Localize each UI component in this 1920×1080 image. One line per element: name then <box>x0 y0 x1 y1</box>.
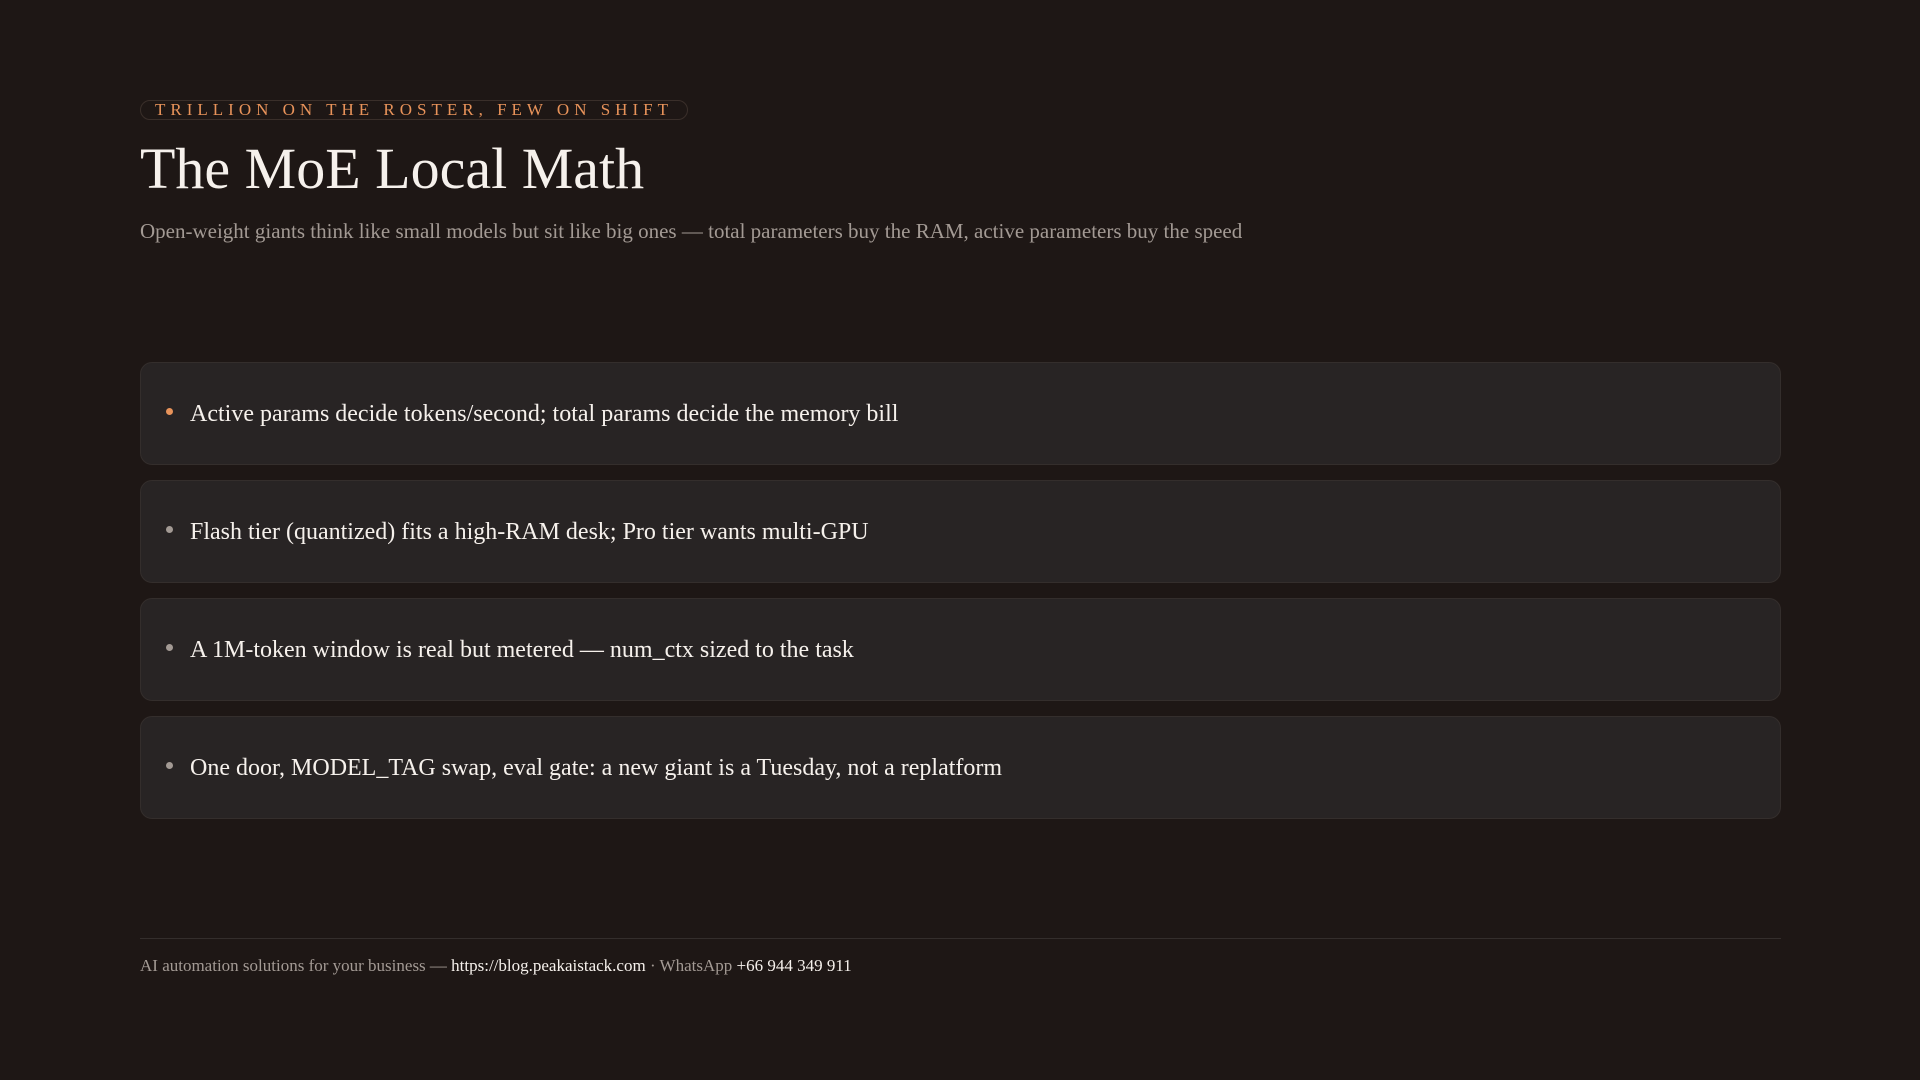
point-card-3 <box>140 598 1781 701</box>
point-card-4 <box>140 716 1781 819</box>
footer-separator: · WhatsApp <box>645 956 737 975</box>
bullet-dot-icon <box>166 762 173 769</box>
header <box>140 100 1781 246</box>
point-text: A 1M-token window is real but metered — num_ctx sized to the task <box>190 636 854 663</box>
point-card-1 <box>140 362 1781 465</box>
footer-link[interactable]: https://blog.peakaistack.com <box>451 956 646 975</box>
point-card-2 <box>140 480 1781 583</box>
footer-tagline: AI automation solutions for your business — <box>140 956 452 975</box>
point-text: One door, MODEL_TAG swap, eval gate: a new giant is a Tuesday, not a replatform <box>190 754 1003 781</box>
bullet-dot-icon <box>166 526 173 533</box>
page-title: The MoE Local Math <box>140 136 645 201</box>
kicker-badge: TRILLION ON THE ROSTER, FEW ON SHIFT <box>140 100 688 120</box>
point-text: Active params decide tokens/second; total params decide the memory bill <box>190 400 899 427</box>
bullet-dot-icon <box>166 408 173 415</box>
page-subtitle: Open-weight giants think like small models but sit like big ones — total parameters buy the RAM, active parameters buy the speed <box>140 219 1243 243</box>
point-list <box>140 362 1781 834</box>
bullet-dot-icon <box>166 644 173 651</box>
footer-phone[interactable]: +66 944 349 911 <box>736 956 852 975</box>
point-text: Flash tier (quantized) fits a high-RAM desk; Pro tier wants multi-GPU <box>190 518 869 545</box>
footer <box>140 938 1781 977</box>
